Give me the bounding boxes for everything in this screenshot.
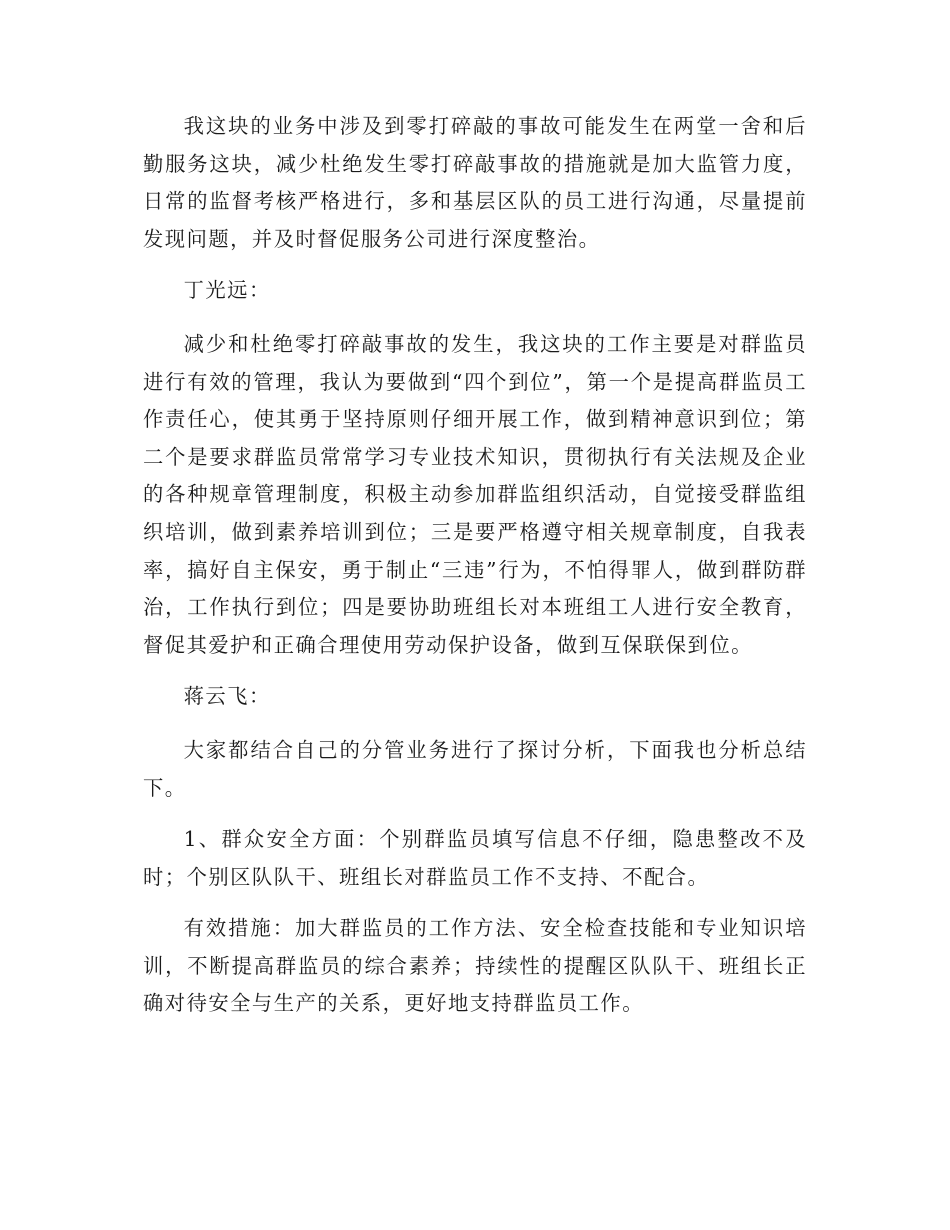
document-body: [143, 108, 807, 1037]
paragraph-summary-intro: 大家都结合自己的分管业务进行了探讨分析，下面我也分析总结下。: [143, 737, 807, 800]
speaker-name-jiang: 蒋云飞：: [183, 684, 271, 709]
paragraph-service-measures: 我这块的业务中涉及到零打碎敲的事故可能发生在两堂一舍和后勤服务这块，减少杜绝发生零打碎敲事故的措施就是加大监管力度，日常的监督考核严格进行，多和基层区队的员工进行沟通，尽量提前发现问题，并及时督促服务公司进行深度整治。: [143, 114, 807, 251]
paragraph-effective-measures: 有效措施：加大群监员的工作方法、安全检查技能和专业知识培训，不断提高群监员的综合素养；持续性的提醒区队队干、班组长正确对待安全与生产的关系，更好地支持群监员工作。: [143, 916, 807, 1016]
paragraph-mass-safety: 1、群众安全方面：个别群监员填写信息不仔细，隐患整改不及时；个别区队队干、班组长对群监员工作不支持、不配合。: [143, 827, 807, 889]
speaker-name-ding: 丁光远：: [183, 278, 271, 303]
paragraph-four-in-place: 减少和杜绝零打碎敲事故的发生，我这块的工作主要是对群监员进行有效的管理，我认为要做到“四个到位”，第一个是提高群监员工作责任心，使其勇于坚持原则仔细开展工作，做到精神意识到位；第二个是要求群监员常常学习专业技术知识，贯彻执行有关法规及企业的各种规章管理制度，积极主动参加群监组织活动，自觉接受群监组织培训，做到素养培训到位；三是要严格遵守相关规章制度，自我表率，搞好自主保安，勇于制止“三违”行为，不怕得罪人，做到群防群治，工作执行到位；四是要协助班组长对本班组工人进行安全教育，督促其爱护和正确合理使用劳动保护设备，做到互保联保到位。: [143, 331, 807, 657]
